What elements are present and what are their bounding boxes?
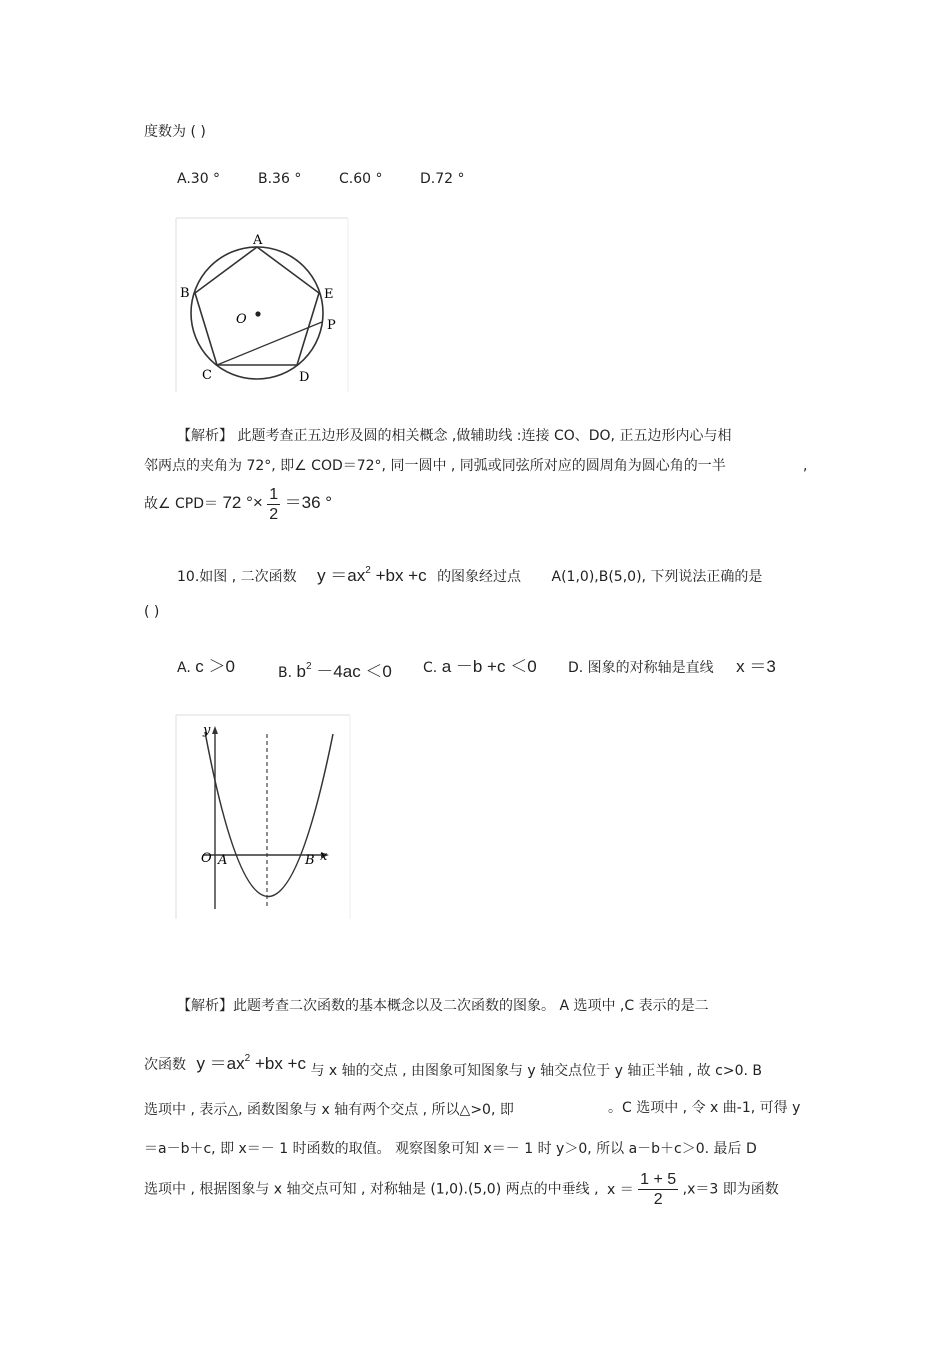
- formula-exponent: 2: [244, 1053, 251, 1064]
- label-A: A: [253, 233, 263, 248]
- q9-option-a: A.30 °: [177, 171, 221, 187]
- label-C: C: [202, 368, 212, 383]
- q10-analysis-line5: [144, 1170, 779, 1209]
- q10-analysis-line1: 【解析】此题考查二次函数的基本概念以及二次函数的图象。 A 选项中 ,C 表示的是二: [177, 998, 709, 1014]
- q10-stem-formula: [317, 566, 427, 585]
- q10-analysis-line3-end: 。C 选项中 , 令 x 曲-1, 可得 y: [608, 1100, 801, 1116]
- line-prefix: 选项中 , 根据图象与 x 轴交点可知 , 对称轴是 (1,0).(5,0) 两点的中垂线 ,: [144, 1181, 599, 1198]
- q9-option-c: C.60 °: [339, 171, 383, 187]
- label-B: B: [305, 853, 315, 868]
- option-label: B.: [278, 665, 293, 681]
- pentagon-circle-figure: [175, 217, 349, 393]
- label-O: O: [201, 851, 212, 866]
- math-part: －4ac ＜0: [316, 662, 392, 681]
- math-part: b: [296, 662, 306, 681]
- q10-option-a: [177, 658, 235, 677]
- formula: [196, 1054, 306, 1073]
- option-label: D. 图象的对称轴是直线: [568, 660, 714, 676]
- q10-analysis-line3: 选项中 , 表示△, 函数图象与 x 轴有两个交点 , 所以△>0, 即: [144, 1102, 514, 1118]
- option-math: a －b +c ＜0: [441, 657, 537, 676]
- x-equals: x ＝: [606, 1181, 634, 1198]
- label-A: A: [218, 853, 228, 868]
- q9-option-d: D.72 °: [420, 171, 465, 187]
- q10-stem-mid: 的图象经过点: [437, 569, 522, 585]
- q10-stem-points: A(1,0),B(5,0), 下列说法正确的是: [551, 569, 763, 585]
- label-P: P: [327, 318, 336, 333]
- option-math: x ＝3: [736, 657, 776, 676]
- label-E: E: [324, 287, 334, 302]
- line-rest: 与 x 轴的交点 , 由图象可知图象与 y 轴交点位于 y 轴正半轴 , 故 c>0. B: [310, 1063, 762, 1079]
- q10-analysis-line4: ＝a－b＋c, 即 x＝－ 1 时函数的取值。 观察图象可知 x＝－ 1 时 y＞0, 所以 a－b＋c＞0. 最后 D: [144, 1141, 757, 1157]
- y-axis-arrow: [212, 726, 218, 734]
- option-label: C.: [423, 660, 438, 676]
- formula-part: +bx +c: [375, 566, 427, 585]
- q9-analysis-72: 72 °×: [222, 493, 263, 512]
- math-exponent: 2: [305, 661, 312, 672]
- label-D: D: [299, 370, 310, 385]
- q10-stem-paren: ( ): [144, 604, 160, 620]
- q9-analysis-line2: 邻两点的夹角为 72°, 即∠ COD＝72°, 同一圆中 , 同弧或同弦所对应的圆周角为圆心角的一半: [144, 458, 726, 474]
- formula-part: y ＝ax: [196, 1054, 245, 1073]
- fraction-numerator: 1 + 5: [640, 1171, 677, 1188]
- formula-part: y ＝ax: [317, 566, 366, 585]
- q10-option-b: [278, 658, 392, 682]
- pentagon-abcde: [195, 247, 319, 365]
- fraction-numerator: 1: [269, 485, 279, 503]
- label-B: B: [180, 286, 190, 301]
- q10-analysis-line2: [144, 1050, 762, 1079]
- fraction-denominator: 2: [653, 1191, 663, 1208]
- q9-analysis-36: ＝36 °: [284, 493, 333, 512]
- option-math: [297, 662, 392, 681]
- label-y: y: [203, 723, 211, 738]
- parabola-figure: [175, 714, 351, 920]
- q9-stem-tail: 度数为 ( ): [144, 124, 206, 140]
- line-prefix: 次函数: [144, 1057, 186, 1073]
- formula-exponent: 2: [365, 565, 371, 576]
- q9-option-b: B.36 °: [258, 171, 302, 187]
- q10-option-c: [423, 658, 537, 677]
- label-O: O: [236, 312, 247, 327]
- q9-analysis-line2-end: ,: [803, 458, 808, 474]
- q9-analysis-line3: [144, 484, 332, 524]
- center-point-o: [255, 311, 260, 316]
- fraction-denominator: 2: [269, 505, 279, 523]
- option-label: A.: [177, 660, 191, 676]
- formula-part: +bx +c: [254, 1054, 306, 1073]
- q9-analysis-fraction: [267, 485, 280, 524]
- option-math: c ＞0: [195, 657, 235, 676]
- segment-cp: [217, 322, 322, 365]
- q9-analysis-prefix: 故∠ CPD＝: [144, 496, 218, 512]
- label-x: x: [320, 849, 328, 864]
- q10-option-d: [568, 658, 776, 677]
- parabola-curve: [205, 732, 333, 897]
- q10-analysis-fraction: [638, 1170, 678, 1209]
- q10-stem-prefix: 10.如图 , 二次函数: [177, 569, 297, 585]
- line-end: ,x＝3 即为函数: [682, 1181, 779, 1198]
- q9-analysis-line1: 【解析】 此题考查正五边形及圆的相关概念 ,做辅助线 :连接 CO、DO, 正五边形内心与相: [177, 428, 732, 444]
- q10-stem: [177, 562, 762, 586]
